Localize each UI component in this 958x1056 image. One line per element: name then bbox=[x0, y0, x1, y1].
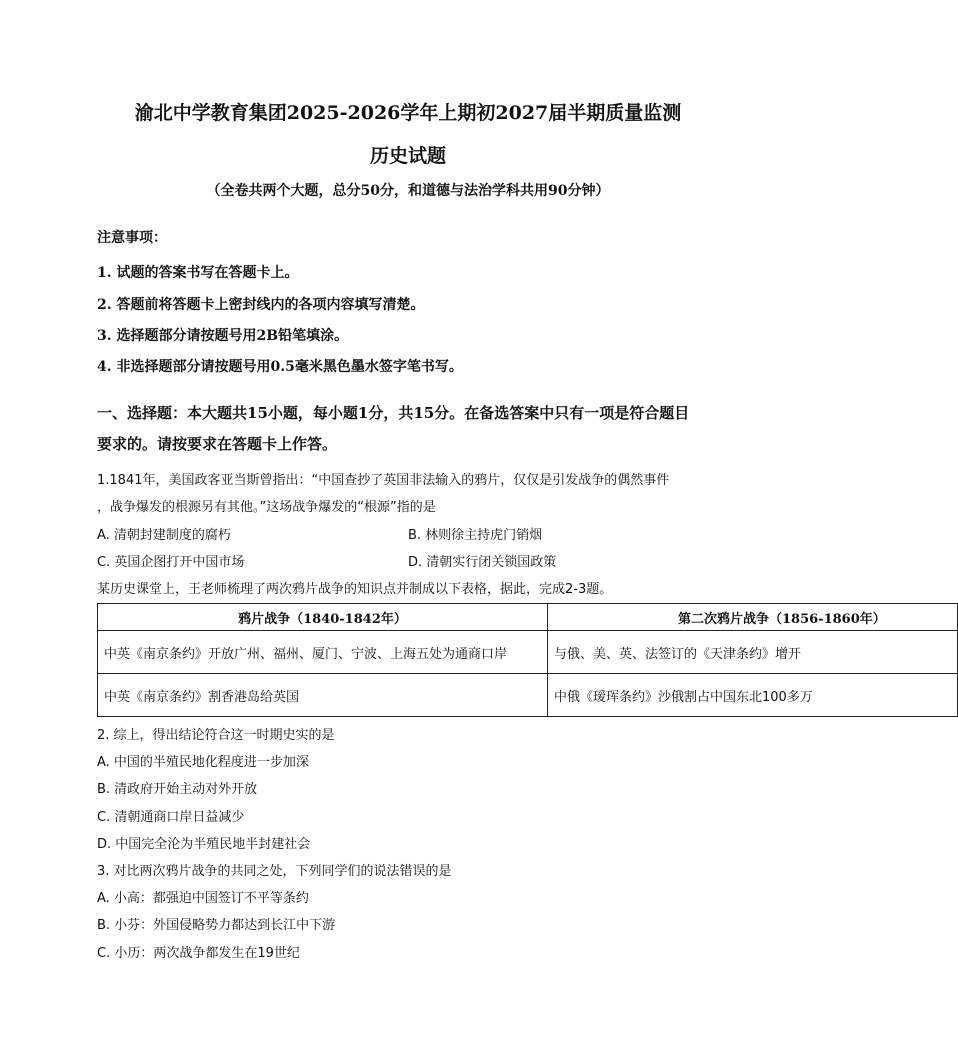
q1-stem-cont: ，战争爆发的根源另有其他。”这场战争爆发的“根源”指的是 bbox=[97, 500, 436, 515]
q1-stem: 1.1841年，美国政客亚当斯曾指出：“中国查抄了英国非法输入的鸦片，仅仅是引发战争的偶然事件 bbox=[97, 473, 670, 488]
q3-option-b: B. 小芬：外国侵略势力都达到长江中下游 bbox=[97, 918, 336, 933]
table-cell: 与俄、美、英、法签订的《天津条约》增开 bbox=[548, 631, 958, 674]
q2-option-d: D. 中国完全沦为半殖民地半封建社会 bbox=[97, 837, 311, 852]
notice-heading: 注意事项： bbox=[97, 230, 167, 246]
table-cell: 中俄《瑷珲条约》沙俄割占中国东北100多万 bbox=[548, 674, 958, 717]
table-header-row bbox=[98, 604, 958, 631]
q3-stem: 3. 对比两次鸦片战争的共同之处，下列同学们的说法错误的是 bbox=[97, 864, 452, 879]
q3-option-c: C. 小历：两次战争都发生在19世纪 bbox=[97, 946, 300, 961]
q1-option-c: C. 英国企图打开中国市场 bbox=[97, 555, 245, 570]
section-heading-cont: 要求的。请按要求在答题卡上作答。 bbox=[97, 435, 338, 453]
q1-option-d: D. 清朝实行闭关锁国政策 bbox=[408, 555, 557, 570]
notice-item: 4. 非选择题部分请按题号用0.5毫米黑色墨水签字笔书写。 bbox=[97, 359, 463, 375]
table-header-cell: 第二次鸦片战争（1856-1860年） bbox=[548, 604, 958, 631]
subject-title: 历史试题 bbox=[369, 145, 446, 167]
q1-option-b: B. 林则徐主持虎门销烟 bbox=[408, 528, 543, 543]
q2-option-b: B. 清政府开始主动对外开放 bbox=[97, 782, 258, 797]
table-cell: 中英《南京条约》开放广州、福州、厦门、宁波、上海五处为通商口岸 bbox=[98, 631, 548, 674]
material-intro: 某历史课堂上，王老师梳理了两次鸦片战争的知识点并制成以下表格，据此，完成2-3题。 bbox=[97, 582, 613, 597]
section-heading: 一、选择题：本大题共15小题，每小题1分，共15分。在备选答案中只有一项是符合题目 bbox=[97, 404, 690, 422]
table-row bbox=[98, 674, 958, 717]
notice-item: 3. 选择题部分请按题号用2B铅笔填涂。 bbox=[97, 328, 349, 344]
table-row bbox=[98, 631, 958, 674]
q2-option-a: A. 中国的半殖民地化程度进一步加深 bbox=[97, 755, 309, 770]
exam-info: （全卷共两个大题，总分50分，和道德与法治学科共用90分钟） bbox=[206, 183, 610, 199]
table-cell: 中英《南京条约》割香港岛给英国 bbox=[98, 674, 548, 717]
q2-stem: 2. 综上，得出结论符合这一时期史实的是 bbox=[97, 728, 335, 743]
q1-option-a: A. 清朝封建制度的腐朽 bbox=[97, 528, 231, 543]
notice-item: 2. 答题前将答题卡上密封线内的各项内容填写清楚。 bbox=[97, 297, 425, 313]
table-header-cell: 鸦片战争（1840-1842年） bbox=[98, 604, 548, 631]
q2-option-c: C. 清朝通商口岸日益减少 bbox=[97, 810, 245, 825]
q3-option-a: A. 小高：都强迫中国签订不平等条约 bbox=[97, 891, 309, 906]
notice-item: 1. 试题的答案书写在答题卡上。 bbox=[97, 265, 299, 281]
exam-title: 渝北中学教育集团2025-2026学年上期初2027届半期质量监测 bbox=[134, 102, 682, 124]
opium-war-table bbox=[97, 603, 886, 721]
